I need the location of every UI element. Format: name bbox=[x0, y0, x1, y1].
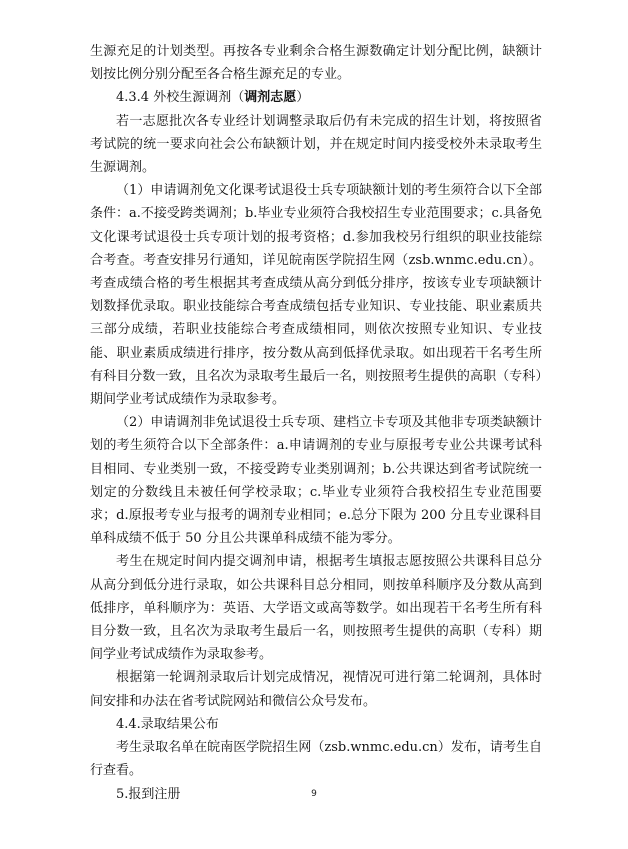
paragraph-ranking-rules: 考生在规定时间内提交调剂申请，根据考生填报志愿按照公共课科目总分从高分到低分进行录取，如公共课科目总分相同，则按单科顺序及分数从高到低排序，单科顺序为：英语、大学语文或高等数学。如出现若干名考生所有科目分数一致，且名次为录取考生最后一名，则按照考生提供的高职（专科）期间学业考试成绩作为录取参考。 bbox=[90, 554, 542, 663]
section-heading-4-3-4 bbox=[90, 86, 542, 109]
heading-emphasis: 调剂志愿 bbox=[244, 90, 297, 106]
paragraph-plan-allocation: 生源充足的计划类型。再按各专业剩余合格生源数确定计划分配比例，缺额计划按比例分别分配至各合格生源充足的专业。 bbox=[90, 44, 542, 83]
paragraph-results-publication: 考生录取名单在皖南医学院招生网（zsb.wnmc.edu.cn）发布，请考生自行查看。 bbox=[90, 740, 542, 779]
paragraph-second-round: 根据第一轮调剂录取后计划完成情况，视情况可进行第二轮调剂，具体时间安排和办法在省考试院网站和微信公众号发布。 bbox=[90, 670, 542, 709]
heading-text: 4.3.4 外校生源调剂（ bbox=[116, 90, 245, 106]
paragraph-condition-1: （1）申请调剂免文化课考试退役士兵专项缺额计划的考生须符合以下全部条件：a.不接受跨类调剂；b.毕业专业须符合我校招生专业范围要求；c.具备免文化课考试退役士兵专项计划的报考资格；d.参加我校另行组织的职业技能综合考查。考查安排另行通知，详见皖南医学院招生网（zsb.wnmc.edu.cn）。考查成绩合格的考生根据其考查成绩从高分到低分排序，按该专业专项缺额计划数择优录取。职业技能综合考查成绩包括专业知识、专业技能、职业素质共三部分成绩，若职业技能综合考查成绩相同，则依次按照专业知识、专业技能、职业素质成绩进行排序，按分数从高到低择优录取。如出现若干名考生所有科目分数一致，且名次为录取考生最后一名，则按照考生提供的高职（专科）期间学业考试成绩作为录取参考。 bbox=[90, 183, 542, 408]
section-heading-4-4: 4.4.录取结果公布 bbox=[116, 716, 219, 732]
page-number: 9 bbox=[311, 789, 317, 799]
document-body bbox=[90, 40, 542, 806]
paragraph-condition-2: （2）申请调剂非免试退役士兵专项、建档立卡专项及其他非专项类缺额计划的考生须符合以下全部条件：a.申请调剂的专业与原报考专业公共课考试科目相同、专业类别一致，不接受跨专业类别调剂；b.公共课达到省考试院统一划定的分数线且未被任何学校录取；c.毕业专业须符合我校招生专业范围要求；d.原报考专业与报考的调剂专业相同；e.总分下限为 200 分且专业课科目单科成绩不低于 50 分且公共课单科成绩不能为零分。 bbox=[90, 415, 542, 547]
section-heading-5: 5.报到注册 bbox=[116, 786, 181, 802]
heading-close: ） bbox=[296, 90, 310, 106]
paragraph-adjustment-intro: 若一志愿批次各专业经计划调整录取后仍有未完成的招生计划，将按照省考试院的统一要求向社会公布缺额计划，并在规定时间内接受校外未录取考生生源调剂。 bbox=[90, 113, 542, 176]
